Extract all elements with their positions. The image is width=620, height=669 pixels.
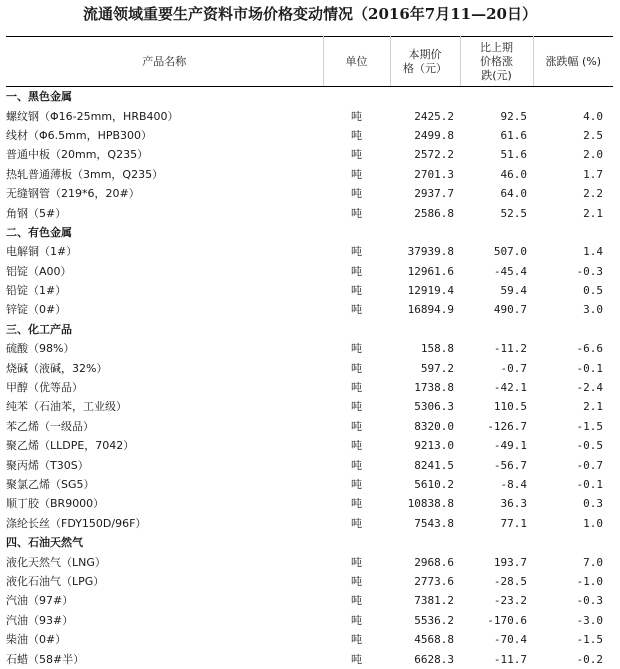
unit-cell: 吨 [351,555,362,569]
unit-cell: 吨 [351,128,362,142]
unit-cell: 吨 [351,206,362,220]
header-current-price-line2: 格（元） [403,61,447,75]
product-name-cell: 螺纹钢（Φ16-25mm，HRB400） [6,109,179,123]
change-percent-cell: -0.1 [576,361,603,375]
unit-cell: 吨 [351,478,362,491]
table-body [6,87,613,669]
change-percent-cell: -0.7 [576,458,603,472]
table-row [6,630,613,649]
section-row [6,533,613,552]
unit-cell: 吨 [351,167,362,181]
unit-cell: 吨 [351,264,362,278]
current-price-cell: 2937.7 [414,187,454,201]
current-price-cell: 2773.6 [414,574,454,588]
change-percent-cell: -0.2 [576,652,603,666]
current-price-cell: 158.8 [420,342,454,356]
header-current-price-line1: 本期价 [408,47,442,61]
price-change-cell: -126.7 [487,419,527,433]
current-price-cell: 2968.6 [414,555,454,569]
current-price-cell: 6628.3 [414,652,454,666]
table-row [6,358,613,377]
table-row [6,552,613,571]
change-percent-cell: -2.4 [576,381,603,395]
section-row [6,87,613,107]
section-row [6,320,613,339]
change-percent-cell: -0.1 [576,478,603,491]
unit-cell: 吨 [351,303,362,317]
product-name-cell: 液化石油气（LPG） [6,574,105,588]
current-price-cell: 1738.8 [414,381,454,395]
change-percent-cell: 2.2 [583,187,603,201]
current-price-cell: 2701.3 [414,167,454,181]
table-row [6,611,613,630]
table-header-row [6,37,613,87]
product-name-cell: 铝锭（A00） [6,264,72,278]
current-price-cell: 5536.2 [414,613,454,627]
unit-cell: 吨 [351,419,362,433]
price-change-cell: -42.1 [493,381,527,395]
product-name-cell: 锌锭（0#） [6,303,67,317]
product-name-cell: 硫酸（98%） [6,342,75,356]
unit-cell: 吨 [351,574,362,588]
product-name-cell: 角钢（5#） [6,206,67,220]
current-price-cell: 2499.8 [414,128,454,142]
table-row [6,300,613,319]
change-percent-cell: 2.1 [583,206,603,220]
table-row [6,126,613,145]
product-name-cell: 普通中板（20mm，Q235） [6,148,149,162]
product-name-cell: 涤纶长丝（FDY150D/96F） [6,516,147,530]
table-row [6,591,613,610]
section-title: 四、石油天然气 [6,536,83,550]
current-price-cell: 9213.0 [414,439,454,453]
current-price-cell: 37939.8 [407,245,454,259]
change-percent-cell: 1.7 [583,167,603,181]
table-row [6,475,613,494]
unit-cell: 吨 [351,613,362,627]
price-change-cell: 36.3 [500,497,527,511]
change-percent-cell: 1.4 [583,245,603,259]
unit-cell: 吨 [351,245,362,259]
price-change-cell: 77.1 [500,516,527,530]
product-name-cell: 聚氯乙烯（SG5） [6,478,95,491]
table-row [6,339,613,358]
table-row [6,262,613,281]
table-row [6,281,613,300]
price-change-cell: -23.2 [493,594,527,608]
product-name-cell: 柴油（0#） [6,633,67,647]
unit-cell: 吨 [351,342,362,356]
table-row [6,203,613,222]
current-price-cell: 2586.8 [414,206,454,220]
section-title: 三、化工产品 [6,322,72,336]
price-change-cell: -11.7 [493,652,527,666]
price-change-cell: 46.0 [500,167,527,181]
table-row [6,165,613,184]
change-percent-cell: -1.5 [576,633,603,647]
table-row [6,436,613,455]
price-change-cell: -8.4 [500,478,527,491]
current-price-cell: 5610.2 [414,478,454,491]
table-row [6,455,613,474]
change-percent-cell: 4.0 [583,109,603,123]
header-unit: 单位 [323,37,390,87]
change-percent-cell: -1.5 [576,419,603,433]
unit-cell: 吨 [351,516,362,530]
price-change-cell: 61.6 [500,128,527,142]
table-row [6,184,613,203]
table-row [6,649,613,668]
current-price-cell: 4568.8 [414,633,454,647]
current-price-cell: 10838.8 [407,497,454,511]
price-change-cell: -0.7 [500,361,527,375]
unit-cell: 吨 [351,497,362,511]
current-price-cell: 16894.9 [407,303,454,317]
change-percent-cell: -3.0 [576,613,603,627]
current-price-cell: 2425.2 [414,109,454,123]
header-price-change-line1: 比上期 [480,40,513,54]
price-change-cell: -170.6 [487,613,527,627]
change-percent-cell: 1.0 [583,516,603,530]
table-row [6,514,613,533]
section-title: 一、黑色金属 [6,90,72,104]
unit-cell: 吨 [351,652,362,666]
table-row [6,242,613,261]
header-price-change-line3: 跌(元) [481,68,512,82]
product-name-cell: 汽油（97#） [6,594,74,608]
price-change-cell: 64.0 [500,187,527,201]
unit-cell: 吨 [351,109,362,123]
header-price-change-line2: 价格涨 [480,54,513,68]
price-change-cell: 92.5 [500,109,527,123]
unit-cell: 吨 [351,284,362,298]
current-price-cell: 8241.5 [414,458,454,472]
unit-cell: 吨 [351,633,362,647]
product-name-cell: 液化天然气（LNG） [6,555,106,569]
product-name-cell: 线材（Φ6.5mm，HPB300） [6,128,153,142]
price-change-cell: 51.6 [500,148,527,162]
price-change-cell: 52.5 [500,206,527,220]
price-change-cell: 507.0 [493,245,527,259]
change-percent-cell: 2.1 [583,400,603,414]
current-price-cell: 7381.2 [414,594,454,608]
product-name-cell: 聚丙烯（T30S） [6,458,89,472]
change-percent-cell: -0.3 [576,594,603,608]
current-price-cell: 597.2 [420,361,454,375]
table-row [6,397,613,416]
price-change-cell: -49.1 [493,439,527,453]
product-name-cell: 甲醇（优等品） [6,381,83,395]
price-change-cell: 110.5 [493,400,527,414]
current-price-cell: 8320.0 [414,419,454,433]
product-name-cell: 聚乙烯（LLDPE，7042） [6,439,135,453]
current-price-cell: 12961.6 [407,264,454,278]
change-percent-cell: -0.5 [576,439,603,453]
price-change-cell: -11.2 [493,342,527,356]
product-name-cell: 无缝钢管（219*6，20#） [6,187,140,201]
table-row [6,106,613,125]
table-row [6,494,613,513]
change-percent-cell: 7.0 [583,555,603,569]
unit-cell: 吨 [351,187,362,201]
table-row [6,417,613,436]
price-change-cell: 59.4 [500,284,527,298]
header-change-percent: 涨跌幅 (%) [533,37,613,87]
current-price-cell: 5306.3 [414,400,454,414]
product-name-cell: 顺丁胶（BR9000） [6,497,105,511]
product-name-cell: 汽油（93#） [6,613,74,627]
price-change-cell: -45.4 [493,264,527,278]
product-name-cell: 铅锭（1#） [6,284,67,298]
product-name-cell: 烧碱（液碱，32%） [6,361,108,375]
unit-cell: 吨 [351,439,362,453]
price-change-cell: -28.5 [493,574,527,588]
header-price-change [460,37,533,87]
change-percent-cell: 2.0 [583,148,603,162]
price-change-cell: -70.4 [493,633,527,647]
unit-cell: 吨 [351,148,362,162]
table-row [6,145,613,164]
product-name-cell: 电解铜（1#） [6,245,78,259]
current-price-cell: 12919.4 [407,284,454,298]
unit-cell: 吨 [351,381,362,395]
change-percent-cell: -6.6 [576,342,603,356]
change-percent-cell: 3.0 [583,303,603,317]
change-percent-cell: -1.0 [576,574,603,588]
header-product-name: 产品名称 [6,37,323,87]
product-name-cell: 热轧普通薄板（3mm，Q235） [6,167,164,181]
table-row [6,572,613,591]
change-percent-cell: -0.3 [576,264,603,278]
header-current-price [390,37,460,87]
page-title: 流通领域重要生产资料市场价格变动情况（2016年7月11—20日） [83,5,537,23]
section-row [6,223,613,242]
product-name-cell: 苯乙烯（一级品） [6,419,94,433]
unit-cell: 吨 [351,400,362,414]
unit-cell: 吨 [351,594,362,608]
current-price-cell: 7543.8 [414,516,454,530]
product-name-cell: 石蜡（58#半） [6,652,85,666]
product-name-cell: 纯苯（石油苯，工业级） [6,400,127,414]
unit-cell: 吨 [351,361,362,375]
price-table [6,36,613,669]
change-percent-cell: 0.5 [583,284,603,298]
price-change-cell: 490.7 [493,303,527,317]
table-row [6,378,613,397]
section-title: 二、有色金属 [6,225,72,239]
price-change-cell: -56.7 [493,458,527,472]
change-percent-cell: 2.5 [583,128,603,142]
price-change-cell: 193.7 [493,555,527,569]
change-percent-cell: 0.3 [583,497,603,511]
unit-cell: 吨 [351,458,362,472]
current-price-cell: 2572.2 [414,148,454,162]
